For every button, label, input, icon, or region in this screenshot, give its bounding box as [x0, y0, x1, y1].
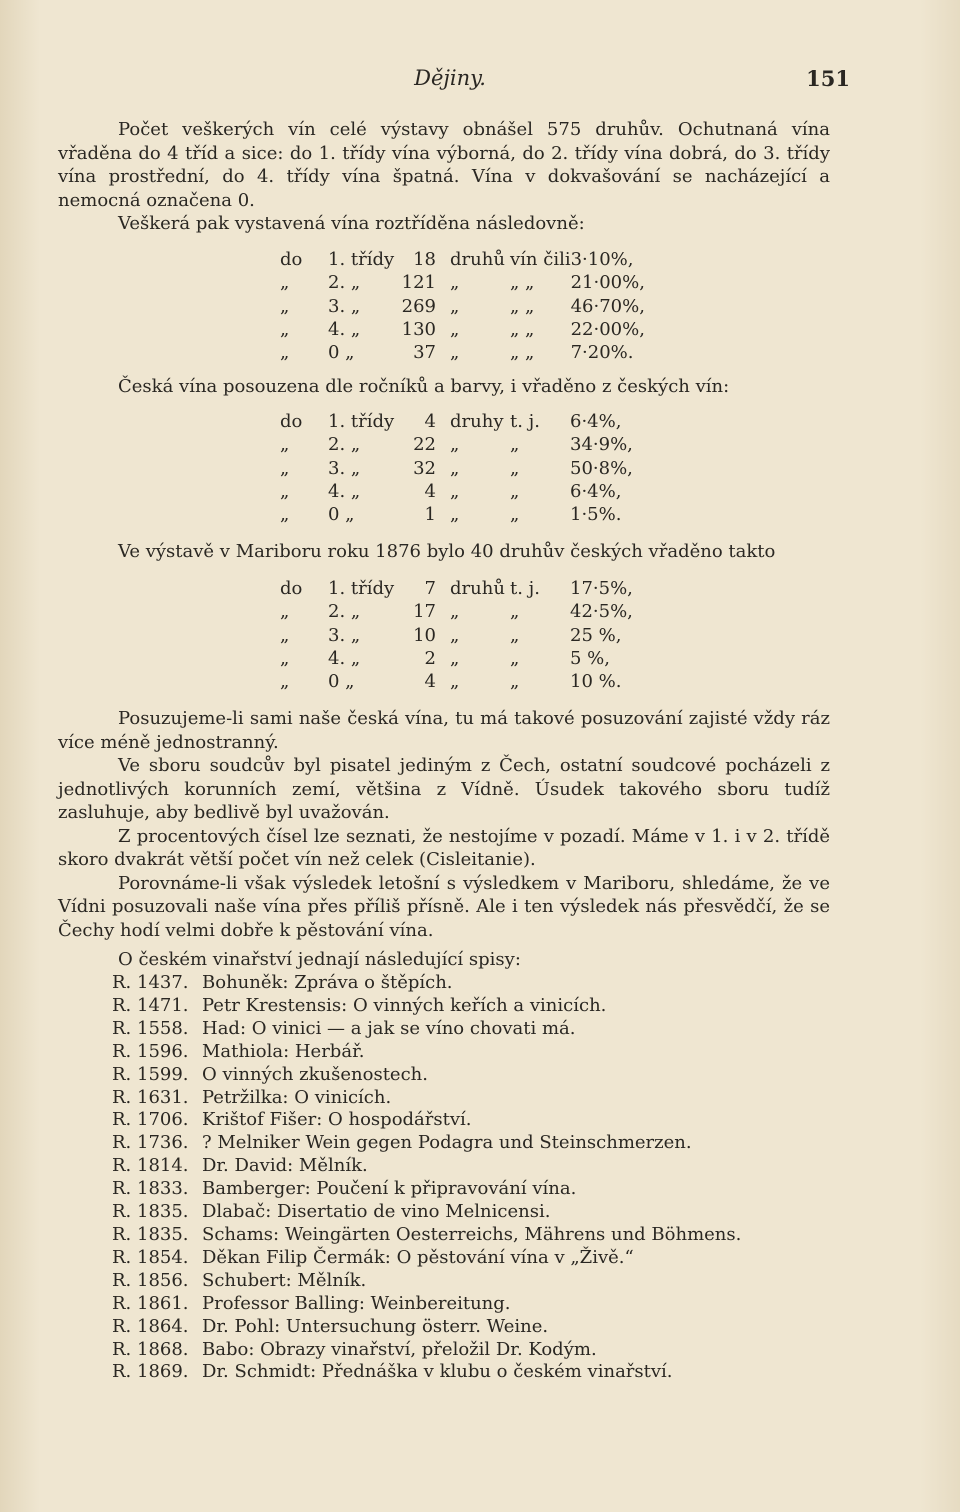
table-cell: 10 %. [570, 671, 622, 693]
table-cell: 3. „ [328, 295, 361, 317]
paragraph: O českém vinařství jednají následující spisy: [118, 949, 521, 970]
literature-entry: Had: O vinici — a jak se víno chovati má. [202, 1017, 576, 1039]
literature-year: R. 1706. [112, 1109, 189, 1131]
literature-entry: Professor Balling: Weinbereitung. [202, 1292, 511, 1314]
table-cell: „ „ [510, 295, 535, 317]
literature-item [112, 995, 832, 1018]
table-cell: „ [450, 342, 460, 364]
literature-entry: Schams: Weingärten Oesterreichs, Mährens und Böhmens. [202, 1223, 742, 1245]
table-cell: 121 [401, 272, 436, 294]
literature-item [112, 1041, 832, 1064]
literature-year: R. 1814. [112, 1155, 189, 1177]
literature-year: R. 1437. [112, 972, 189, 993]
table-cell: „ [450, 504, 460, 526]
literature-year: R. 1599. [112, 1063, 189, 1085]
table-cell: 4. „ [328, 647, 361, 669]
paragraph: Česká vína posouzena dle ročníků a barvy, i vřaděno z českých vín: [118, 376, 730, 397]
table-cell: 22·00%, [570, 318, 645, 340]
literature-item [112, 1087, 832, 1110]
table-cell: 5 %, [570, 647, 610, 669]
table-row [280, 248, 661, 271]
table-cell: „ [450, 434, 460, 456]
table-row [280, 457, 660, 480]
literature-item [112, 1224, 832, 1247]
table-cell: 4. „ [328, 480, 361, 502]
table-cell: „ [280, 342, 290, 364]
table-cell: „ [280, 671, 290, 693]
literature-entry: Petržilka: O vinicích. [202, 1086, 392, 1108]
literature-item [112, 1201, 832, 1224]
paragraph: Porovnáme-li však výsledek letošní s výsledkem v Mariboru, shledáme, že ve Vídni posuzovali naše vína přes příliš přísně. Ale i ten výsledek nás přesvědčí, že se Čechy hodí velmi dobře k pěstování vína. [58, 872, 830, 941]
table-cell: 46·70%, [570, 295, 645, 317]
paragraph: Ve sboru soudcův byl pisatel jediným z Čech, ostatní soudcové pocházeli z jednotlivých korunních zemí, většina z Vídně. Úsudek takového sboru tudíž zasluhuje, aby bedlivě byl uvažován. [58, 755, 830, 823]
table-cell: 37 [413, 342, 436, 364]
table-cell: 3·10%, [570, 249, 634, 270]
czech-wines-heading [118, 375, 830, 399]
table-cell: 0 „ [328, 671, 355, 693]
table-row [280, 295, 661, 318]
literature-year: R. 1854. [112, 1246, 189, 1268]
literature-entry: Babo: Obrazy vinařství, přeložil Dr. Kodým. [202, 1338, 597, 1360]
table-cell: „ [280, 457, 290, 479]
literature-year: R. 1596. [112, 1040, 189, 1062]
table-row [280, 577, 660, 600]
table-cell: 130 [401, 318, 436, 340]
table-cell: t. j. [510, 411, 540, 432]
table-cell: „ [280, 318, 290, 340]
table-cell: 7 [424, 578, 436, 599]
table-cell: 3. „ [328, 624, 361, 646]
literature-year: R. 1835. [112, 1223, 189, 1245]
literature-item [112, 1316, 832, 1339]
literature-entry: O vinných zkušenostech. [202, 1063, 428, 1085]
table-cell: „ [280, 434, 290, 456]
table-cell: 1. třídy [328, 578, 395, 599]
table-cell: 42·5%, [570, 601, 633, 623]
table-cell: „ [450, 647, 460, 669]
table-cell: „ [280, 624, 290, 646]
table-cell: „ [450, 295, 460, 317]
literature-item [112, 1270, 832, 1293]
table-row [280, 647, 660, 670]
table-cell: „ [280, 601, 290, 623]
paragraph: Ve výstavě v Mariboru roku 1876 bylo 40 druhův českých vřaděno takto [118, 541, 776, 562]
table-cell: „ [450, 601, 460, 623]
literature-year: R. 1833. [112, 1178, 189, 1200]
intro-paragraph: Počet veškerých vín celé výstavy obnášel 575 druhův. Ochutnaná vína vřaděna do 4 tříd a sice: do 1. třídy vína výborná, do 2. třídy vína dobrá, do 3. třídy vína prostřední, do 4. třídy vína špatná. Vína v dokvašování se nacházející a nemocná označena 0. [58, 119, 830, 211]
table-cell: „ [280, 295, 290, 317]
literature-entry: Dlabač: Disertatio de vino Melnicensi. [202, 1201, 551, 1223]
literature-year: R. 1736. [112, 1132, 189, 1154]
literature-year: R. 1558. [112, 1017, 189, 1039]
classification-table-czech [280, 410, 660, 526]
paragraph: Z procentových čísel lze seznati, že nestojíme v pozadí. Máme v 1. i v 2. třídě skoro dvakrát větší počet vín než celek (Cisleitanie). [58, 825, 830, 870]
literature-year: R. 1861. [112, 1292, 189, 1314]
literature-year: R. 1631. [112, 1086, 189, 1108]
table-cell: „ [510, 601, 520, 623]
table-cell: 4 [424, 411, 436, 432]
table-cell: „ [450, 457, 460, 479]
literature-entry: Dr. Pohl: Untersuchung österr. Weine. [202, 1315, 549, 1337]
table-cell: „ [450, 272, 460, 294]
page-number: 151 [806, 66, 850, 91]
table-cell: 21·00%, [570, 272, 645, 294]
table-cell: 6·4%, [570, 411, 622, 432]
literature-entry: Bohuněk: Zpráva o štěpích. [202, 972, 453, 993]
table-cell: 10 [413, 624, 436, 646]
literature-item [112, 1178, 832, 1201]
literature-entry: Schubert: Mělník. [202, 1269, 367, 1291]
table-cell: „ [450, 671, 460, 693]
table-cell: „ [450, 624, 460, 646]
literature-entry: Děkan Filip Čermák: O pěstování vína v „Živě.“ [202, 1246, 634, 1268]
table-cell: druhů [450, 249, 505, 270]
table-cell: 17 [413, 601, 436, 623]
table-cell: 1. třídy [328, 411, 395, 432]
table-row [280, 480, 660, 503]
literature-entry: Mathiola: Herbář. [202, 1040, 365, 1062]
table-cell: 269 [401, 295, 436, 317]
page-header [60, 66, 850, 100]
table-cell: 4 [424, 480, 436, 502]
literature-entry: Dr. Schmidt: Přednáška v klubu o českém vinařství. [202, 1361, 673, 1383]
table-cell: 18 [413, 249, 436, 270]
table-cell: 1. třídy [328, 249, 395, 270]
running-title: Dějiny. [414, 66, 486, 90]
table-cell: „ [280, 504, 290, 526]
table-cell: t. j. [510, 578, 540, 599]
literature-year: R. 1869. [112, 1361, 189, 1383]
literature-entry: ? Melniker Wein gegen Podagra und Steinschmerzen. [202, 1132, 692, 1154]
table-row [280, 271, 661, 294]
table-cell: „ [510, 457, 520, 479]
classification-table-all [280, 248, 661, 364]
literature-list [112, 972, 832, 1384]
table-cell: „ [280, 647, 290, 669]
table-cell: 2. „ [328, 434, 361, 456]
table-cell: 7·20%. [570, 342, 634, 364]
table-cell: druhů [450, 578, 505, 599]
table-cell: „ [510, 647, 520, 669]
table-row [280, 341, 661, 364]
table-cell: 17·5%, [570, 578, 633, 599]
table-cell: „ [510, 480, 520, 502]
table-row [280, 503, 660, 526]
table-row [280, 670, 660, 693]
intro-section [58, 118, 830, 236]
table-cell: do [280, 578, 303, 599]
table-cell: 6·4%, [570, 480, 622, 502]
table-cell: 0 „ [328, 504, 355, 526]
table-cell: 2 [424, 647, 436, 669]
literature-entry: Krištof Fišer: O hospodářství. [202, 1109, 472, 1131]
table-cell: „ „ [510, 318, 535, 340]
table-cell: 1·5%. [570, 504, 622, 526]
table-cell: druhy [450, 411, 504, 432]
table-cell: „ [450, 318, 460, 340]
classification-table-maribor [280, 577, 660, 693]
table-row [280, 318, 661, 341]
table-cell: „ [450, 480, 460, 502]
table-cell: 4. „ [328, 318, 361, 340]
literature-item [112, 1018, 832, 1041]
intro-paragraph: Veškerá pak vystavená vína roztříděna následovně: [118, 213, 585, 234]
literature-year: R. 1864. [112, 1315, 189, 1337]
literature-item [112, 1132, 832, 1155]
table-cell: „ [280, 272, 290, 294]
table-cell: 3. „ [328, 457, 361, 479]
table-cell: 4 [424, 671, 436, 693]
table-cell: 2. „ [328, 601, 361, 623]
literature-item [112, 1064, 832, 1087]
literature-item [112, 1109, 832, 1132]
table-row [280, 410, 660, 433]
literature-item [112, 1247, 832, 1270]
table-row [280, 624, 660, 647]
discussion-section [58, 707, 830, 972]
table-cell: 50·8%, [570, 457, 633, 479]
literature-entry: Dr. David: Mělník. [202, 1155, 368, 1177]
table-cell: „ „ [510, 272, 535, 294]
literature-year: R. 1835. [112, 1201, 189, 1223]
table-cell: „ [510, 434, 520, 456]
table-row [280, 600, 660, 623]
literature-year: R. 1868. [112, 1338, 189, 1360]
literature-item [112, 1155, 832, 1178]
literature-item [112, 1361, 832, 1384]
table-row [280, 433, 660, 456]
literature-item [112, 1339, 832, 1362]
table-cell: „ [510, 671, 520, 693]
table-cell: 2. „ [328, 272, 361, 294]
table-cell: „ [280, 480, 290, 502]
table-cell: do [280, 411, 303, 432]
table-cell: 22 [413, 434, 436, 456]
literature-year: R. 1856. [112, 1269, 189, 1291]
table-cell: „ „ [510, 342, 535, 364]
literature-item [112, 1293, 832, 1316]
literature-entry: Bamberger: Poučení k připravování vína. [202, 1178, 577, 1200]
literature-entry: Petr Krestensis: O vinných keřích a vinicích. [202, 994, 607, 1016]
table-cell: 1 [424, 504, 436, 526]
table-cell: vín čili [510, 249, 571, 270]
table-cell: 34·9%, [570, 434, 633, 456]
table-cell: 0 „ [328, 342, 355, 364]
literature-year: R. 1471. [112, 994, 189, 1016]
table-cell: „ [510, 504, 520, 526]
paragraph: Posuzujeme-li sami naše česká vína, tu má takové posuzování zajisté vždy ráz více méně jednostranný. [58, 708, 830, 753]
table-cell: „ [510, 624, 520, 646]
maribor-heading [118, 540, 830, 564]
literature-item [112, 972, 832, 995]
table-cell: 25 %, [570, 624, 622, 646]
table-cell: 32 [413, 457, 436, 479]
table-cell: do [280, 249, 303, 270]
